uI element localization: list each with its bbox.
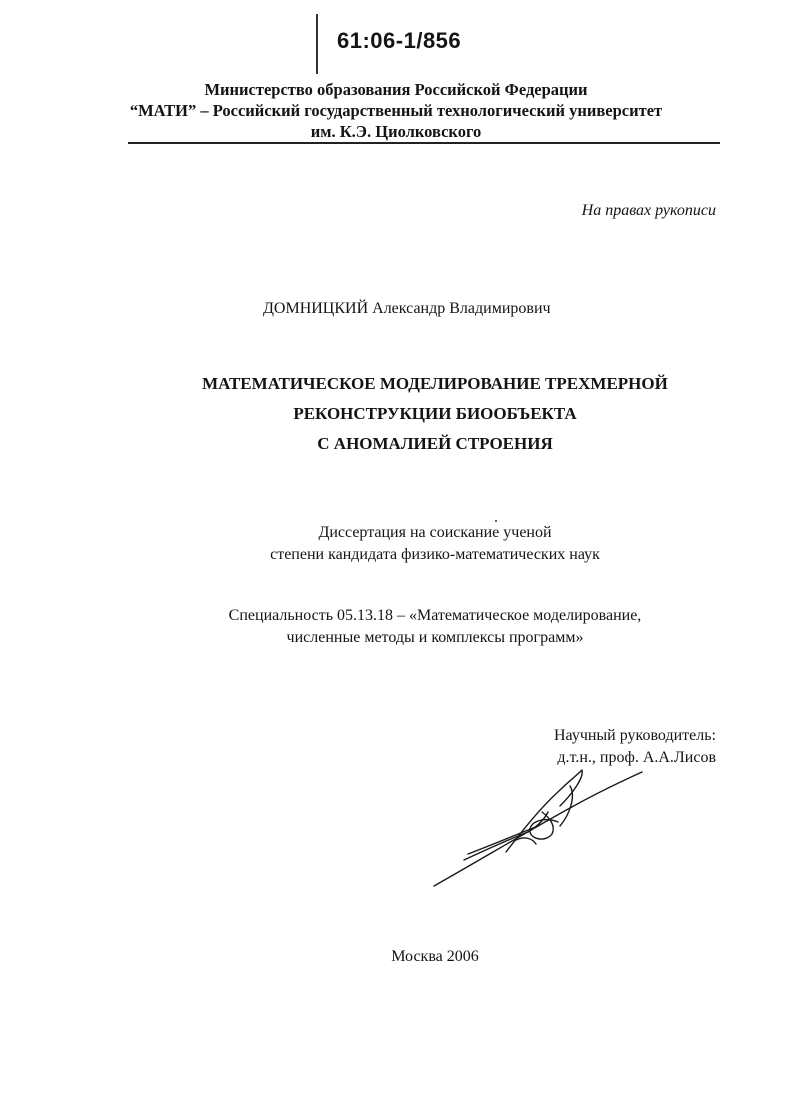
dissertation-line-2: степени кандидата физико-математических наук <box>270 546 600 563</box>
speciality-line-2: численные методы и комплексы программ» <box>286 629 584 646</box>
author-name: ДОМНИЦКИЙ Александр Владимирович <box>263 300 551 317</box>
supervisor-label: Научный руководитель: <box>553 727 716 744</box>
rights-note: На правах рукописи <box>581 202 716 219</box>
ministry-heading: Министерство образования Российской Федерации <box>204 80 588 99</box>
scan-speck <box>495 520 497 522</box>
supervisor-name: д.т.н., проф. А.А.Лисов <box>557 749 716 766</box>
signature <box>420 760 660 900</box>
speciality-line-1: Специальность 05.13.18 – «Математическое моделирование, <box>228 607 642 624</box>
university-heading: “МАТИ” – Российский государственный технологический университет <box>129 101 663 120</box>
title-line-1: МАТЕМАТИЧЕСКОЕ МОДЕЛИРОВАНИЕ ТРЕХМЕРНОЙ <box>202 374 668 393</box>
title-line-3: С АНОМАЛИЕЙ СТРОЕНИЯ <box>317 434 553 453</box>
city-year: Москва 2006 <box>391 948 479 965</box>
dissertation-line-1: Диссертация на соискание ученой <box>318 524 552 541</box>
header-rule <box>128 142 720 144</box>
university-named-after: им. К.Э. Циолковского <box>310 122 482 141</box>
archive-stamp-number: 61:06-1/856 <box>337 28 462 53</box>
title-line-2: РЕКОНСТРУКЦИИ БИООБЪЕКТА <box>293 404 577 423</box>
stamp-divider-line <box>316 14 318 74</box>
